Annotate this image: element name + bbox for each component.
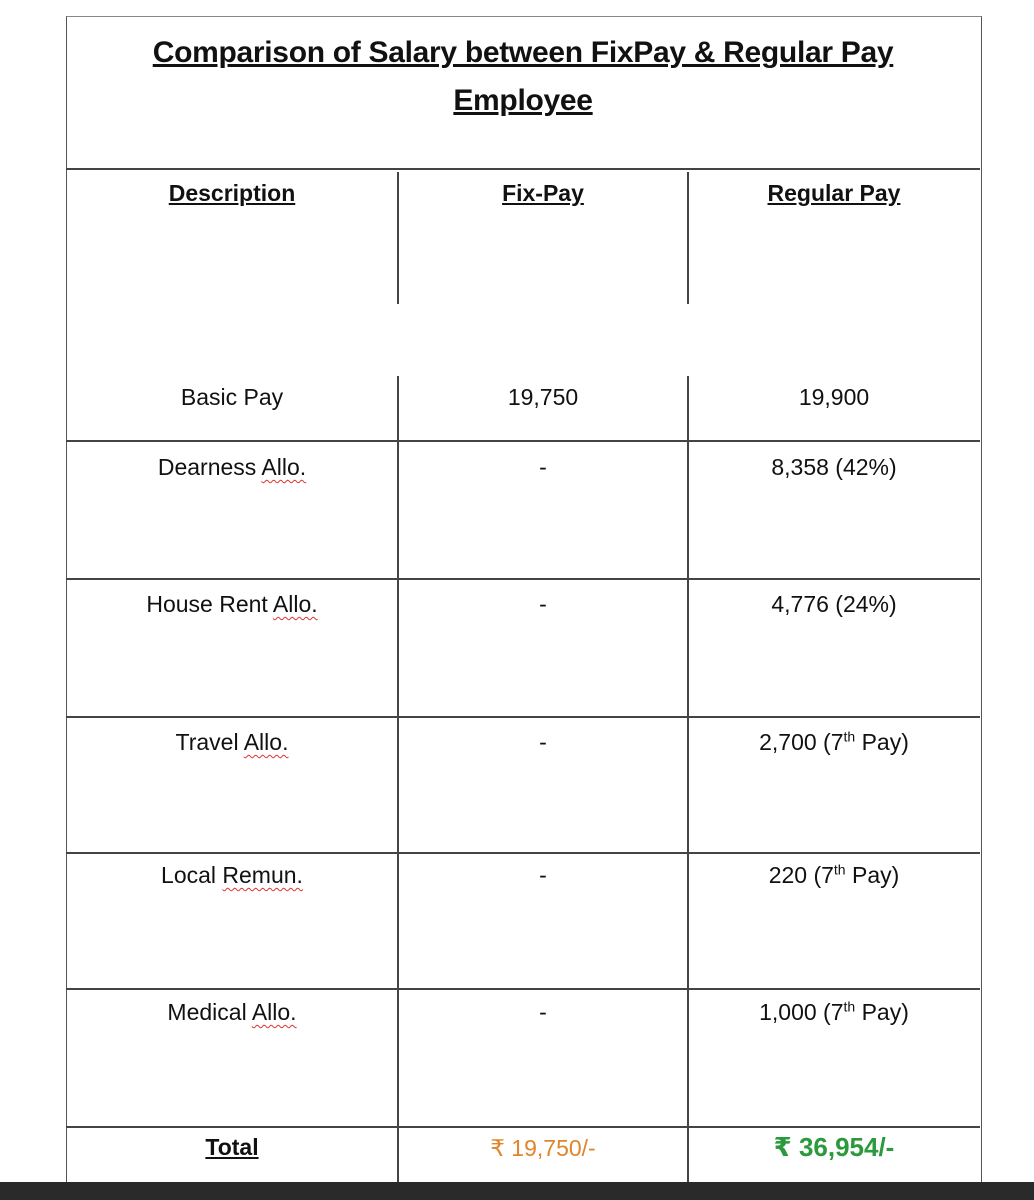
header-description: Description	[168, 180, 296, 206]
row-fix-pay: -	[539, 999, 547, 1025]
page-title-line2: Employee	[453, 84, 593, 117]
row-fix-pay: 19,750	[507, 384, 579, 410]
row-description: Medical Allo.	[167, 999, 297, 1025]
page-title: Comparison of Salary between FixPay & Regular Pay	[152, 36, 894, 69]
column-divider	[397, 376, 399, 1192]
total-label: Total	[205, 1134, 259, 1160]
row-description: Travel Allo.	[175, 729, 289, 755]
row-fix-pay: -	[539, 454, 547, 480]
row-regular-pay: 8,358 (42%)	[771, 454, 897, 480]
header-fix-pay: Fix-Pay	[502, 180, 584, 206]
row-fix-pay: -	[539, 729, 547, 755]
row-regular-pay: 19,900	[798, 384, 870, 410]
row-fix-pay: -	[539, 591, 547, 617]
row-regular-pay: 2,700 (7th Pay)	[759, 728, 909, 755]
divider	[66, 852, 980, 854]
row-fix-pay: -	[539, 862, 547, 888]
row-description: Local Remun.	[161, 862, 303, 888]
bottom-bar	[0, 1182, 1034, 1200]
row-regular-pay: 1,000 (7th Pay)	[759, 998, 909, 1025]
row-description: Basic Pay	[180, 384, 284, 410]
row-description: House Rent Allo.	[146, 591, 318, 617]
header-regular-pay: Regular Pay	[767, 180, 901, 206]
row-description: Dearness Allo.	[157, 454, 307, 480]
total-regular-pay: ₹ 36,954/-	[773, 1132, 895, 1162]
total-fix-pay: ₹ 19,750/-	[490, 1135, 596, 1161]
column-divider	[687, 376, 689, 1192]
row-regular-pay: 4,776 (24%)	[771, 591, 897, 617]
divider	[66, 716, 980, 718]
divider	[66, 988, 980, 990]
divider	[66, 440, 980, 442]
divider	[66, 1126, 980, 1128]
divider	[66, 168, 980, 170]
row-regular-pay: 220 (7th Pay)	[768, 861, 900, 888]
divider	[66, 578, 980, 580]
